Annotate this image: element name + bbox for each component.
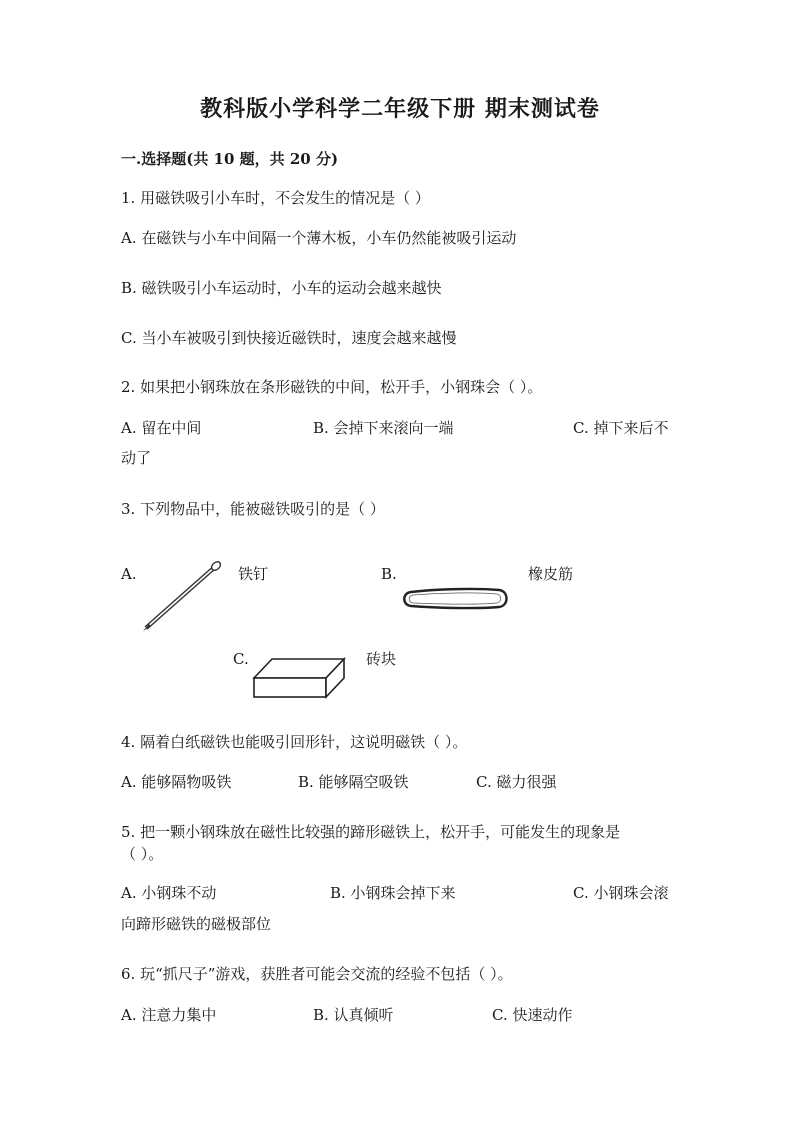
question-3-option-b-letter: B. <box>381 565 397 583</box>
question-5-stem-line-2: （ ）。 <box>121 845 164 863</box>
question-5-option-c: C. 小钢珠会滚 <box>573 884 669 902</box>
question-6-option-a: A. 注意力集中 <box>121 1006 217 1024</box>
question-4-stem: 4. 隔着白纸磁铁也能吸引回形针，这说明磁铁（ ）。 <box>121 733 468 751</box>
question-5-stem-line-1: 5. 把一颗小钢珠放在磁性比较强的蹄形磁铁上，松开手，可能发生的现象是 <box>121 823 621 841</box>
question-2-option-c-continued: 动了 <box>121 449 152 467</box>
question-2-option-c: C. 掉下来后不 <box>573 419 669 437</box>
question-6-option-b: B. 认真倾听 <box>313 1006 394 1024</box>
question-2-option-b: B. 会掉下来滚向一端 <box>313 419 454 437</box>
question-1-option-a: A. 在磁铁与小车中间隔一个薄木板，小车仍然能被吸引运动 <box>121 229 517 247</box>
question-4-option-a: A. 能够隔物吸铁 <box>121 773 232 791</box>
question-3-option-b-label: 橡皮筋 <box>528 565 574 583</box>
section-heading: 一.选择题(共 10 题，共 20 分) <box>121 150 339 168</box>
question-1-option-c: C. 当小车被吸引到快接近磁铁时，速度会越来越慢 <box>121 329 457 347</box>
question-4-option-c: C. 磁力很强 <box>476 773 557 791</box>
question-2-stem: 2. 如果把小钢珠放在条形磁铁的中间，松开手，小钢珠会（ ）。 <box>121 378 543 396</box>
question-3-option-a-label: 铁钉 <box>238 565 269 583</box>
question-4-option-b: B. 能够隔空吸铁 <box>298 773 409 791</box>
question-3-option-c-label: 砖块 <box>366 650 397 668</box>
iron-nail-icon <box>140 560 222 632</box>
rubber-band-icon <box>401 586 509 612</box>
question-1-stem: 1. 用磁铁吸引小车时，不会发生的情况是（ ） <box>121 189 430 207</box>
question-2-option-a: A. 留在中间 <box>121 419 202 437</box>
question-5-option-c-continued: 向蹄形磁铁的磁极部位 <box>121 915 272 933</box>
page-title: 教科版小学科学二年级下册 期末测试卷 <box>200 96 600 122</box>
question-6-option-c: C. 快速动作 <box>492 1006 573 1024</box>
question-5-option-b: B. 小钢珠会掉下来 <box>330 884 456 902</box>
question-6-stem: 6. 玩“抓尺子”游戏，获胜者可能会交流的经验不包括（ ）。 <box>121 965 513 983</box>
question-3-option-a-letter: A. <box>121 565 137 583</box>
brick-icon <box>252 657 346 699</box>
question-3-option-c-letter: C. <box>233 650 249 668</box>
question-3-stem: 3. 下列物品中，能被磁铁吸引的是（ ） <box>121 500 385 518</box>
question-1-option-b: B. 磁铁吸引小车运动时，小车的运动会越来越快 <box>121 279 442 297</box>
question-5-option-a: A. 小钢珠不动 <box>121 884 217 902</box>
